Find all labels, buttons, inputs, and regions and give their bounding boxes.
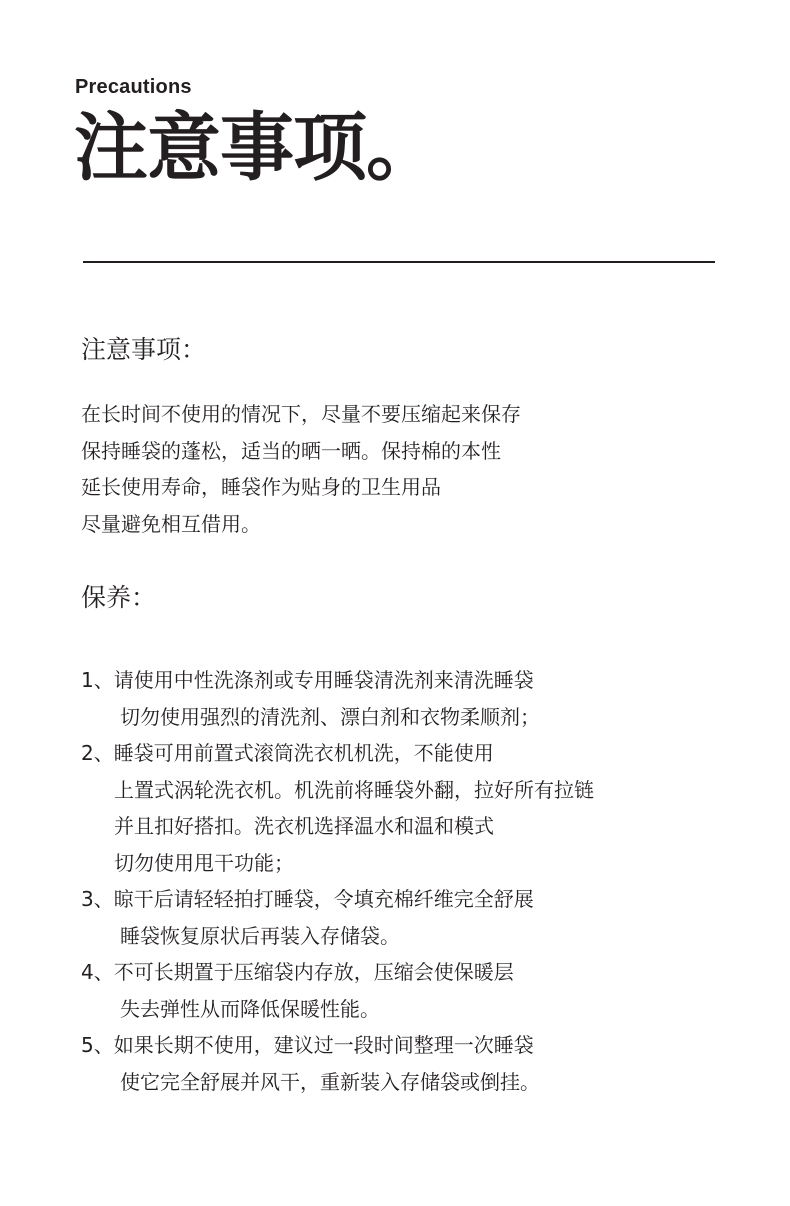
notes-paragraph	[81, 396, 521, 542]
list-item-continuation: 上置式涡轮洗衣机。机洗前将睡袋外翻，拉好所有拉链	[114, 777, 594, 802]
notes-heading: 注意事项：	[81, 335, 207, 364]
list-item-continuation: 切勿使用甩干功能；	[114, 850, 294, 875]
list-item	[81, 881, 594, 954]
notes-line: 尽量避免相互借用。	[81, 511, 261, 536]
list-item-first-line: 3、晾干后请轻轻拍打睡袋，令填充棉纤维完全舒展	[81, 887, 534, 911]
notes-line: 保持睡袋的蓬松，适当的晒一晒。保持棉的本性	[81, 438, 501, 463]
list-item	[81, 735, 594, 881]
care-heading: 保养：	[81, 583, 157, 612]
eyebrow-label: Precautions	[75, 76, 192, 98]
list-item	[81, 1027, 594, 1100]
list-item-continuation: 使它完全舒展并风干，重新装入存储袋或倒挂。	[120, 1069, 540, 1094]
list-item-first-line: 4、不可长期置于压缩袋内存放，压缩会使保暖层	[81, 960, 514, 984]
list-item	[81, 954, 594, 1027]
page-title: 注意事项。	[74, 105, 439, 191]
list-item-continuation: 切勿使用强烈的清洗剂、漂白剂和衣物柔顺剂；	[120, 704, 540, 729]
list-item-continuation: 并且扣好搭扣。洗衣机选择温水和温和模式	[114, 814, 494, 838]
list-item-continuation: 失去弹性从而降低保暖性能。	[120, 996, 380, 1021]
notes-line: 延长使用寿命，睡袋作为贴身的卫生用品	[81, 475, 441, 499]
list-item-continuation: 睡袋恢复原状后再装入存储袋。	[120, 923, 400, 948]
list-item	[81, 662, 594, 735]
divider	[83, 261, 715, 263]
list-item-first-line: 1、请使用中性洗涤剂或专用睡袋清洗剂来清洗睡袋	[81, 668, 534, 692]
list-item-first-line: 5、如果长期不使用，建议过一段时间整理一次睡袋	[81, 1033, 534, 1057]
notes-line: 在长时间不使用的情况下，尽量不要压缩起来保存	[81, 402, 521, 426]
list-item-first-line: 2、睡袋可用前置式滚筒洗衣机机洗，不能使用	[81, 741, 494, 765]
care-list	[81, 662, 594, 1100]
